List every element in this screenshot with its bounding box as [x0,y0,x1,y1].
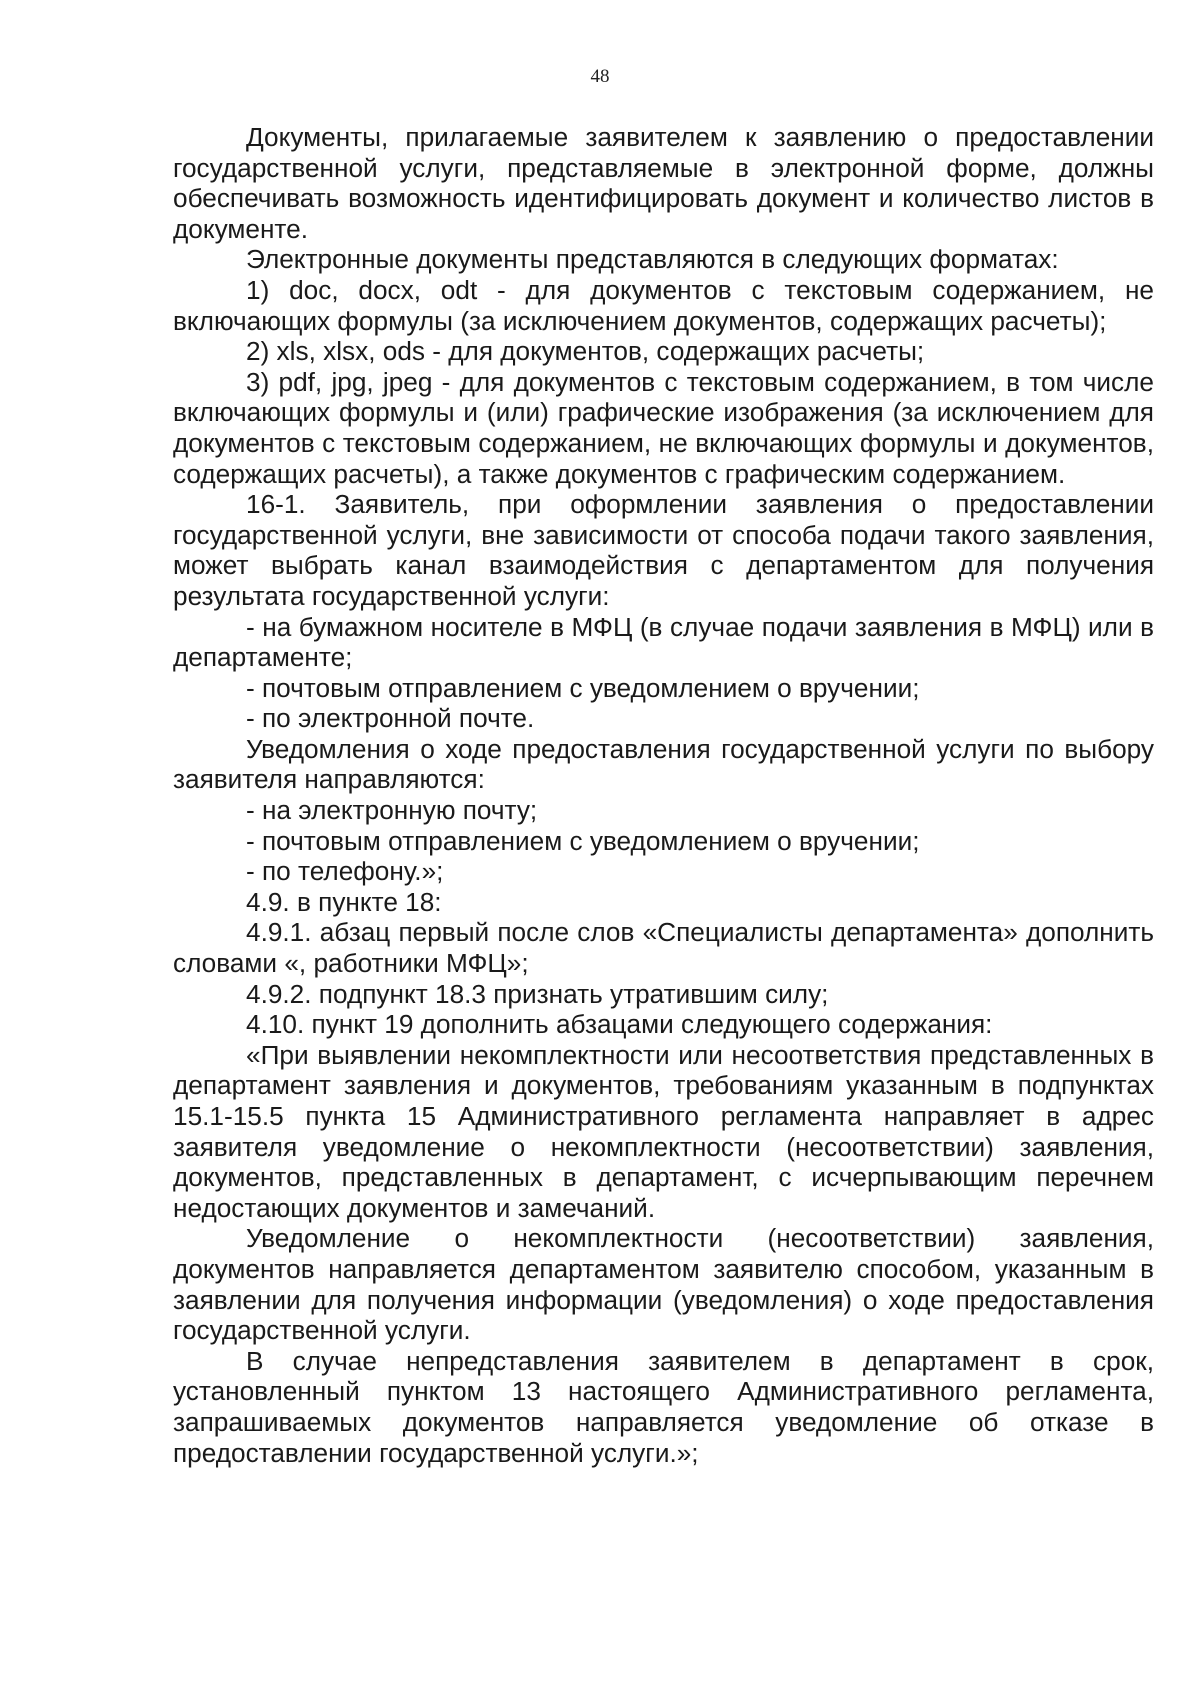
paragraph: Электронные документы представляются в следующих форматах: [246,244,1059,275]
paragraph: В случае непредставления заявителем в департамент в срок, установленный пунктом 13 настоящего Административного регламента, запрашиваемых документов направляется уведомление об отказе в предоставлении государственной услуги.»; [173,1345,1154,1468]
paragraph: 4.9.1. абзац первый после слов «Специалисты департамента» дополнить словами «, работники МФЦ»; [173,917,1154,979]
paragraph: - на бумажном носителе в МФЦ (в случае подачи заявления в МФЦ) или в департаменте; [173,611,1154,673]
paragraph: - по электронной почте. [246,703,535,734]
paragraph: - почтовым отправлением с уведомлением о вручении; [246,672,920,703]
paragraph: - по телефону.»; [246,856,444,887]
paragraph: - на электронную почту; [246,795,538,826]
paragraph: 3) pdf, jpg, jpeg - для документов с текстовым содержанием, в том числе включающих формулы и (или) графические изображения (за исключением для документов с текстовым содержанием, не включающих формулы и документов, содержащих расчеты), а также документов с графическим содержанием. [173,366,1154,489]
document-body [173,122,1154,1468]
paragraph: «При выявлении некомплектности или несоответствия представленных в департамент заявления и документов, требованиям указанным в подпунктах 15.1-15.5 пункта 15 Административного регламента направляет в адрес заявителя уведомление о некомплектности (несоответствии) заявления, документов, представленных в департамент, с исчерпывающим перечнем недостающих документов и замечаний. [173,1039,1154,1223]
paragraph: - почтовым отправлением с уведомлением о вручении; [246,825,920,856]
paragraph: 4.9. в пункте 18: [246,886,442,917]
paragraph: Уведомления о ходе предоставления государственной услуги по выбору заявителя направляются: [173,733,1154,795]
paragraph: 1) doc, docx, odt - для документов с текстовым содержанием, не включающих формулы (за исключением документов, содержащих расчеты); [173,274,1154,336]
paragraph: Документы, прилагаемые заявителем к заявлению о предоставлении государственной услуги, представляемые в электронной форме, должны обеспечивать возможность идентифицировать документ и количество листов в документе. [173,122,1154,244]
paragraph: 4.9.2. подпункт 18.3 признать утратившим силу; [246,978,829,1009]
page-number: 48 [590,66,610,87]
paragraph: 4.10. пункт 19 дополнить абзацами следующего содержания: [246,1009,993,1040]
paragraph: Уведомление о некомплектности (несоответствии) заявления, документов направляется департаментом заявителю способом, указанным в заявлении для получения информации (уведомления) о ходе предоставления государственной услуги. [173,1223,1154,1346]
paragraph: 2) xls, xlsx, ods - для документов, содержащих расчеты; [246,336,925,367]
paragraph: 16-1. Заявитель, при оформлении заявления о предоставлении государственной услуги, вне зависимости от способа подачи такого заявления, может выбрать канал взаимодействия с департаментом для получения результата государственной услуги: [173,489,1154,611]
